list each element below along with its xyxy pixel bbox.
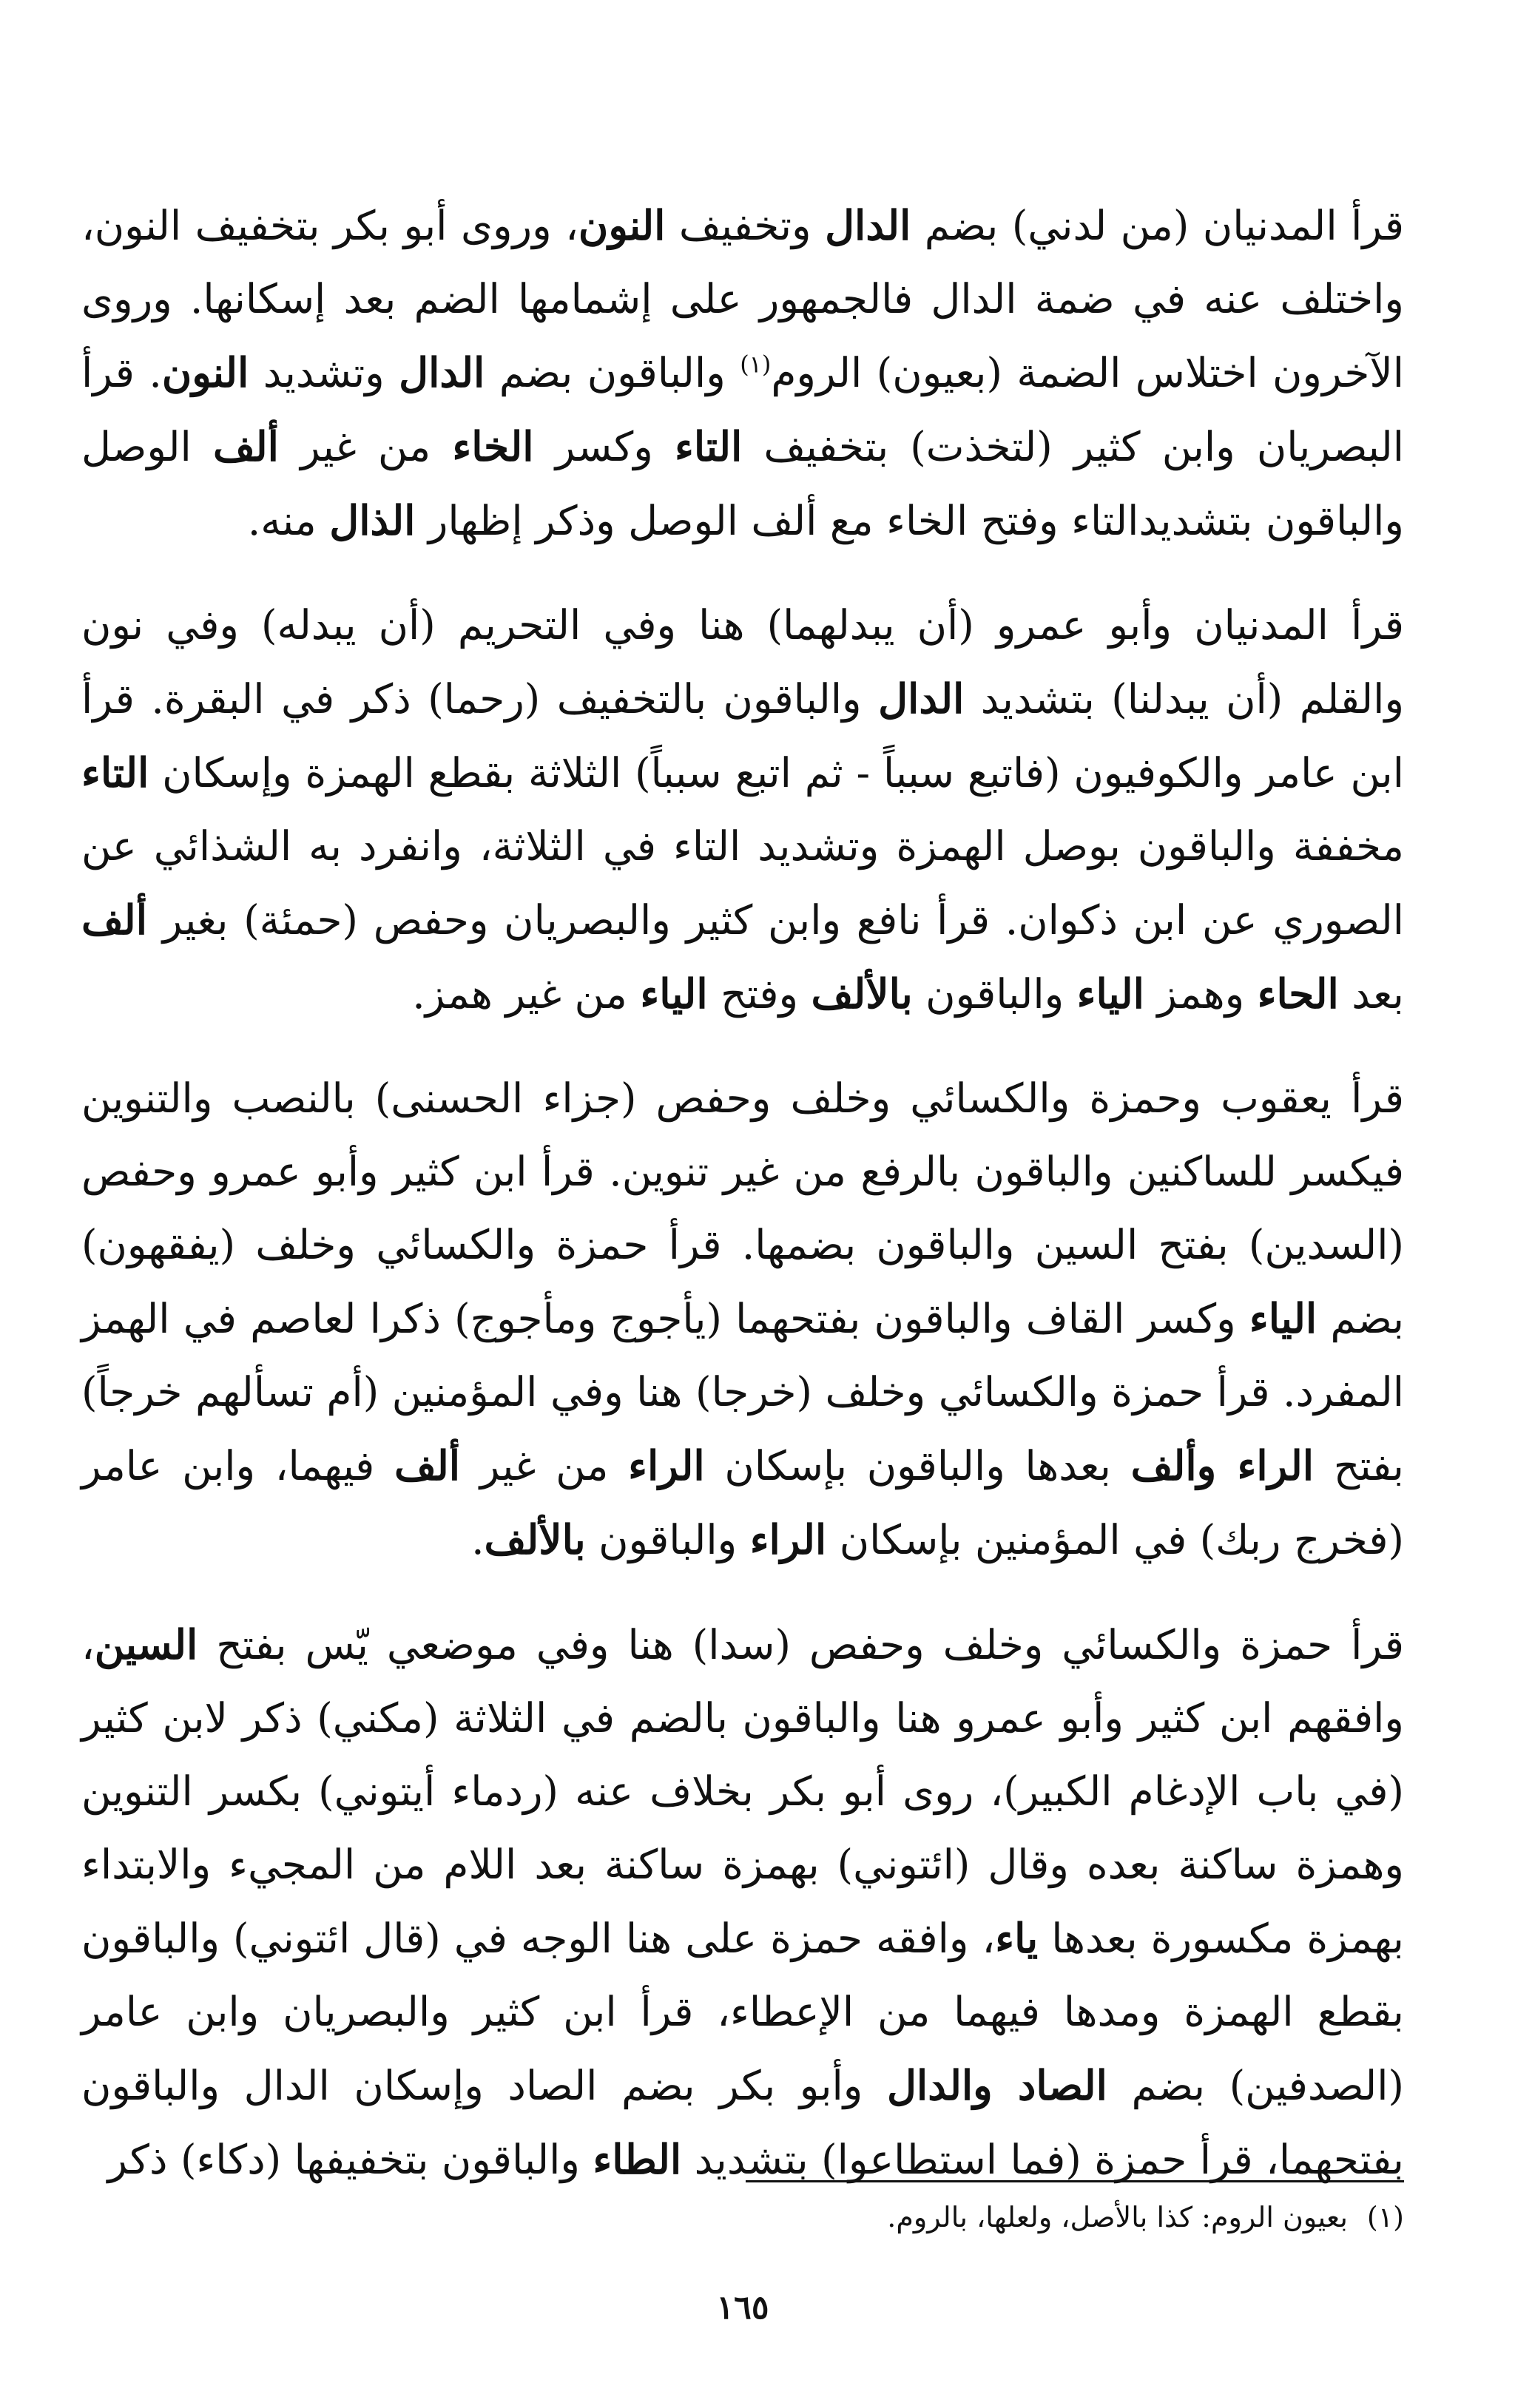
bold-term: الدال: [825, 201, 911, 249]
bold-term: الصاد والدال: [886, 2061, 1107, 2109]
bold-term: الحاء: [1257, 970, 1339, 1018]
footnote-divider: [746, 2180, 1404, 2182]
text-run: ، وروى أبو بكر بتخفيف النون، واختلف عنه في ضمة الدال فالجمهور على إشمامها الضم بعد إسكانها. وروى الآخرون اختلاس الضمة (بعيون) الروم: [81, 202, 1404, 396]
paragraph-2: [81, 589, 1404, 1031]
text-run: منه.: [247, 497, 330, 544]
bold-term: الذال: [329, 496, 416, 544]
text-run: قرأ حمزة والكسائي وخلف وحفص (سدا) هنا وفي موضعي يّس بفتح: [198, 1621, 1404, 1668]
paragraph-3: [81, 1062, 1404, 1577]
text-run: وهمز: [1144, 970, 1258, 1018]
text-run: قرأ المدنيان (من لدني) بضم: [911, 202, 1405, 249]
paragraph-1: [81, 189, 1404, 558]
page-number: ١٦٥: [716, 2289, 769, 2327]
footnote-marker: (١): [740, 350, 772, 379]
bold-term: بالألف: [811, 970, 913, 1018]
text-run: ، وافقه حمزة على هنا الوجه في (قال ائتوني) والباقون بقطع الهمزة ومدها فيهما من الإعطاء، قرأ ابن كثير والبصريان وابن عامر (الصدفين) بضم: [81, 1915, 1404, 2109]
text-run: . قرأ البصريان وابن كثير (لتخذت) بتخفيف: [81, 349, 1405, 470]
text-run: .: [471, 1516, 485, 1563]
bold-term: ياء: [995, 1914, 1039, 1962]
bold-term: النون: [161, 348, 249, 396]
bold-term: بالألف: [484, 1515, 586, 1563]
bold-term: الياء: [640, 970, 708, 1018]
footnote-number: (١): [1366, 2201, 1404, 2233]
bold-term: الراء: [628, 1441, 705, 1489]
text-run: وفتح: [707, 970, 812, 1018]
text-run: بعدها والباقون بإسكان: [704, 1442, 1131, 1489]
text-run: والباقون بالتخفيف (رحما) ذكر في البقرة. قرأ ابن عامر والكوفيون (فاتبع سبباً - ثم اتبع سبباً) الثلاثة بقطع الهمزة وإسكان: [81, 675, 1404, 797]
bold-term: الطاء: [593, 2135, 682, 2183]
text-run: قرأ يعقوب وحمزة والكسائي وخلف وحفص (جزاء الحسنى) بالنصب والتنوين فيكسر للساكنين والباقون بالرفع من غير تنوين. قرأ ابن كثير وأبو عمرو وحفص (السدين) بفتح السين والباقون بضمها. قرأ حمزة والكسائي وخلف (يفقهون) بضم: [81, 1075, 1404, 1342]
bold-term: الياء: [1249, 1294, 1317, 1342]
bold-term: السين: [94, 1620, 198, 1668]
bold-term: الراء وألف: [1130, 1441, 1315, 1489]
text-run: وتشديد: [249, 349, 399, 396]
text-run: والباقون: [585, 1516, 750, 1563]
text-run: من غير همز.: [412, 970, 641, 1018]
text-run: وأبو بكر بضم الصاد وإسكان الدال والباقون بفتحهما، قرأ حمزة (فما استطاعوا) بتشديد: [81, 2062, 1404, 2183]
bold-term: الدال: [878, 674, 965, 723]
footnote: [81, 2195, 1404, 2239]
text-run: الوصل والباقون بتشديدالتاء وفتح الخاء مع ألف الوصل وذكر إظهار: [81, 423, 1404, 544]
text-run: وتخفيف: [665, 202, 826, 249]
footnote-text: بعيون الروم: كذا بالأصل، ولعلها، بالروم.: [887, 2201, 1348, 2233]
bold-term: ألف: [212, 422, 279, 470]
main-text: [81, 189, 1404, 2228]
text-run: والباقون بضم: [485, 349, 740, 396]
text-run: وكسر: [533, 423, 675, 470]
text-run: مخففة والباقون بوصل الهمزة وتشديد التاء في الثلاثة، وانفرد به الشذائي عن الصوري عن ابن ذكوان. قرأ نافع وابن كثير والبصريان وحفص (حمئة) بغير: [81, 822, 1404, 944]
bold-term: الراء: [749, 1515, 827, 1563]
bold-term: الخاء: [452, 422, 534, 470]
bold-term: التاء: [81, 748, 149, 797]
text-run: فيهما، وابن عامر (فخرج ربك) في المؤمنين بإسكان: [81, 1442, 1404, 1563]
text-run: من غير: [278, 423, 453, 470]
bold-term: التاء: [675, 422, 743, 470]
bold-term: ألف: [394, 1441, 461, 1489]
bold-term: ألف: [81, 896, 147, 944]
text-run: وكسر القاف والباقون بفتحهما (يأجوج ومأجوج) ذكرا لعاصم في الهمز المفرد. قرأ حمزة والكسائي وخلف (خرجا) هنا وفي المؤمنين (أم تسألهم خرجاً) بفتح: [81, 1295, 1404, 1489]
text-run: ، وافقهم ابن كثير وأبو عمرو هنا والباقون بالضم في الثلاثة (مكني) ذكر لابن كثير (في باب الإدغام الكبير)، روى أبو بكر بخلاف عنه (ردماء أيتوني) بكسر التنوين وهمزة ساكنة بعده وقال (ائتوني) بهمزة ساكنة بعد اللام من المجيء والابتداء بهمزة مكسورة بعدها: [81, 1621, 1404, 1962]
paragraph-4: [81, 1608, 1404, 2196]
text-run: قرأ المدنيان وأبو عمرو (أن يبدلهما) هنا وفي التحريم (أن يبدله) وفي نون والقلم (أن يبدلنا) بتشديد: [81, 601, 1404, 723]
bold-term: الياء: [1076, 970, 1144, 1018]
text-run: من غير: [460, 1442, 629, 1489]
bold-term: الدال: [399, 348, 485, 396]
text-run: بعد: [1338, 970, 1404, 1018]
text-run: والباقون بتخفيفها (دكاء) ذكر: [107, 2136, 593, 2183]
book-page: [81, 0, 1404, 2408]
text-run: والباقون: [912, 970, 1077, 1018]
bold-term: النون: [578, 201, 666, 249]
